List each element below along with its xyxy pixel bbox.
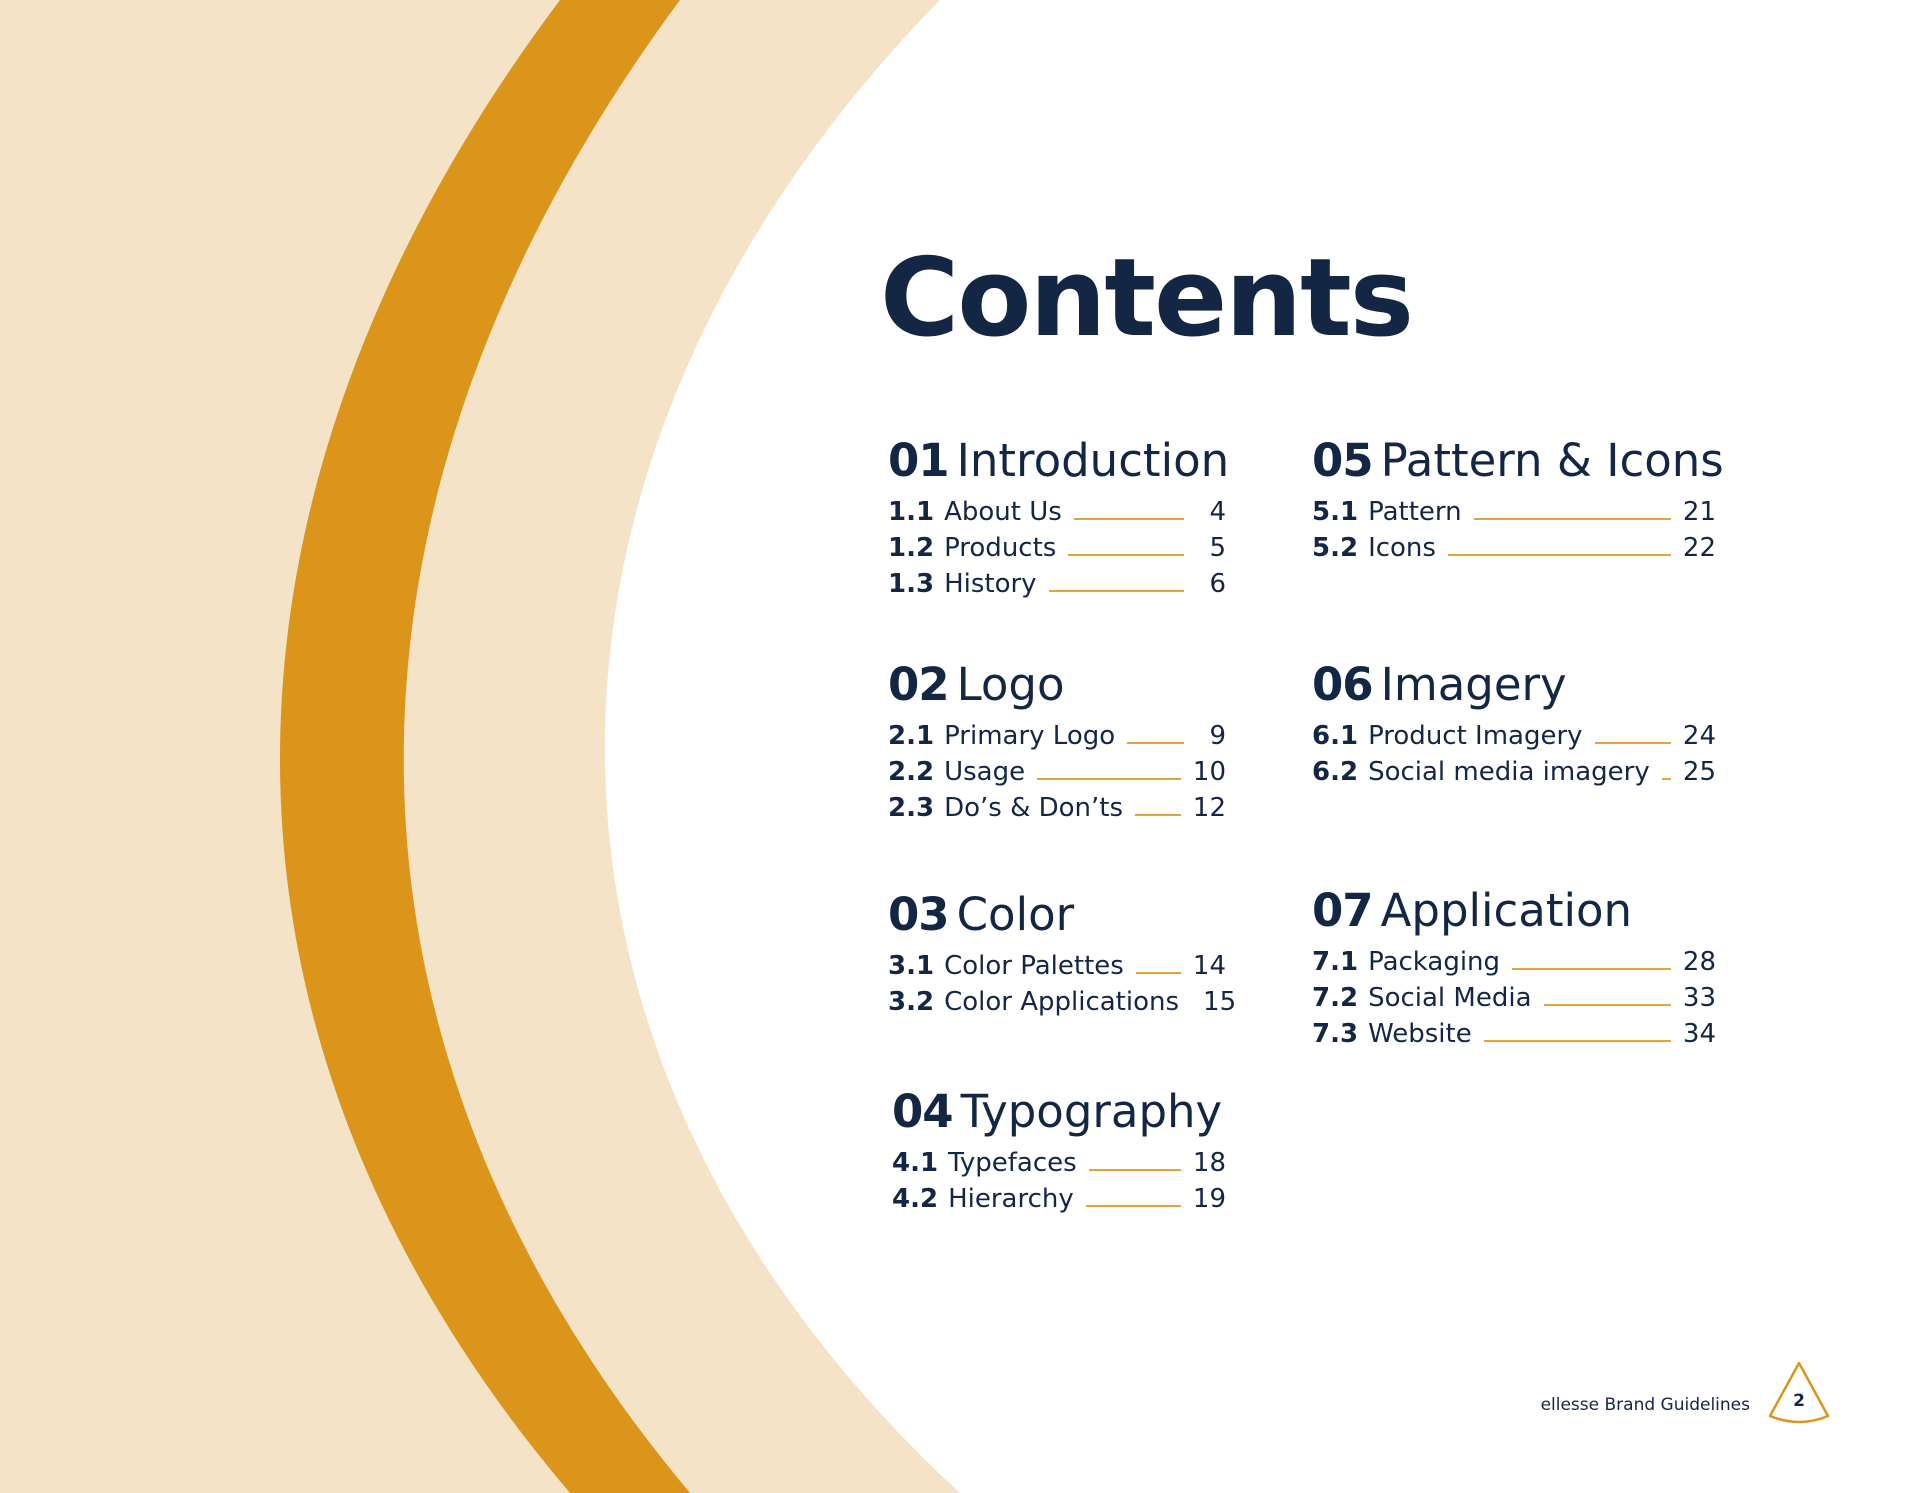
entry-label: Do’s & Don’ts xyxy=(944,793,1124,823)
entry-number: 4.2 xyxy=(892,1184,939,1214)
leader-line xyxy=(1037,778,1181,780)
entry-number: 2.3 xyxy=(888,793,935,823)
leader-line xyxy=(1086,1205,1181,1207)
entry-page: 6 xyxy=(1209,569,1226,599)
entry-page: 15 xyxy=(1203,987,1237,1017)
entry-page: 9 xyxy=(1209,721,1226,751)
entry-label: Social Media xyxy=(1368,983,1532,1013)
entry-page: 12 xyxy=(1192,793,1226,823)
entry-page: 33 xyxy=(1682,983,1716,1013)
entry-number: 5.2 xyxy=(1312,533,1359,563)
section-heading xyxy=(1312,884,1716,937)
section-heading xyxy=(888,888,1226,941)
entry-number: 3.2 xyxy=(888,987,935,1017)
section-heading xyxy=(892,1085,1226,1138)
entry-label: Color Applications xyxy=(944,987,1180,1017)
entry-page: 14 xyxy=(1192,951,1226,981)
leader-line xyxy=(1512,968,1671,970)
entry-number: 3.1 xyxy=(888,951,935,981)
entry-label: Hierarchy xyxy=(948,1184,1074,1214)
toc-section-color xyxy=(888,888,1237,1017)
toc-entry[interactable] xyxy=(888,563,1226,599)
entry-label: Color Palettes xyxy=(944,951,1124,981)
entry-label: History xyxy=(944,569,1037,599)
entry-page: 34 xyxy=(1682,1019,1716,1049)
section-number: 07 xyxy=(1312,884,1373,937)
section-number: 04 xyxy=(892,1085,953,1138)
toc-section-pattern-icons xyxy=(1312,434,1724,563)
entry-number: 6.1 xyxy=(1312,721,1359,751)
section-heading xyxy=(1312,658,1716,711)
section-title: Logo xyxy=(956,658,1065,711)
entry-page: 5 xyxy=(1209,533,1226,563)
toc-entry[interactable] xyxy=(888,751,1226,787)
entry-number: 1.1 xyxy=(888,497,935,527)
toc-section-introduction xyxy=(888,434,1230,599)
entry-label: Primary Logo xyxy=(944,721,1116,751)
leader-line xyxy=(1068,554,1184,556)
entry-number: 2.1 xyxy=(888,721,935,751)
entry-label: Typefaces xyxy=(948,1148,1077,1178)
entry-label: About Us xyxy=(944,497,1062,527)
entry-page: 24 xyxy=(1682,721,1716,751)
leader-line xyxy=(1595,742,1671,744)
entry-page: 18 xyxy=(1192,1148,1226,1178)
toc-entry[interactable] xyxy=(888,945,1226,981)
toc-entry[interactable] xyxy=(1312,491,1716,527)
toc-entry[interactable] xyxy=(1312,941,1716,977)
toc-entry[interactable] xyxy=(1312,751,1716,787)
section-number: 01 xyxy=(888,434,949,487)
toc-entry[interactable] xyxy=(1312,527,1716,563)
section-heading xyxy=(1312,434,1724,487)
toc-entry[interactable] xyxy=(892,1178,1226,1214)
entry-label: Usage xyxy=(944,757,1026,787)
entry-number: 7.2 xyxy=(1312,983,1359,1013)
leader-line xyxy=(1127,742,1184,744)
leader-line xyxy=(1448,554,1671,556)
entry-page: 4 xyxy=(1209,497,1226,527)
toc-entry[interactable] xyxy=(892,1142,1226,1178)
entry-label: Website xyxy=(1368,1019,1472,1049)
entry-page: 28 xyxy=(1682,947,1716,977)
toc-entry[interactable] xyxy=(888,981,1237,1017)
section-title: Application xyxy=(1380,884,1633,937)
footer-brand-text: ellesse Brand Guidelines xyxy=(1540,1395,1750,1415)
toc-entry[interactable] xyxy=(1312,715,1716,751)
entry-page: 10 xyxy=(1192,757,1226,787)
section-number: 02 xyxy=(888,658,949,711)
entry-page: 21 xyxy=(1682,497,1716,527)
section-number: 06 xyxy=(1312,658,1373,711)
section-title: Introduction xyxy=(956,434,1230,487)
toc-section-imagery xyxy=(1312,658,1716,787)
entry-label: Social media imagery xyxy=(1368,757,1650,787)
leader-line xyxy=(1136,972,1181,974)
entry-label: Pattern xyxy=(1368,497,1462,527)
entry-label: Products xyxy=(944,533,1057,563)
section-title: Imagery xyxy=(1380,658,1567,711)
leader-line xyxy=(1049,590,1184,592)
entry-number: 7.1 xyxy=(1312,947,1359,977)
toc-entry[interactable] xyxy=(1312,977,1716,1013)
entry-number: 6.2 xyxy=(1312,757,1359,787)
entry-number: 4.1 xyxy=(892,1148,939,1178)
toc-section-logo xyxy=(888,658,1226,823)
entry-number: 1.2 xyxy=(888,533,935,563)
toc-entry[interactable] xyxy=(888,527,1226,563)
leader-line xyxy=(1135,814,1181,816)
entry-number: 7.3 xyxy=(1312,1019,1359,1049)
entry-number: 2.2 xyxy=(888,757,935,787)
toc-section-typography xyxy=(892,1085,1226,1214)
leader-line xyxy=(1484,1040,1671,1042)
toc-entry[interactable] xyxy=(1312,1013,1716,1049)
page-title: Contents xyxy=(880,236,1413,361)
leader-line xyxy=(1074,518,1184,520)
entry-number: 1.3 xyxy=(888,569,935,599)
entry-label: Packaging xyxy=(1368,947,1501,977)
section-number: 05 xyxy=(1312,434,1373,487)
toc-entry[interactable] xyxy=(888,715,1226,751)
leader-line xyxy=(1544,1004,1671,1006)
section-title: Typography xyxy=(960,1085,1223,1138)
section-title: Color xyxy=(956,888,1075,941)
entry-page: 22 xyxy=(1682,533,1716,563)
section-title: Pattern & Icons xyxy=(1380,434,1724,487)
entry-label: Icons xyxy=(1368,533,1436,563)
entry-number: 5.1 xyxy=(1312,497,1359,527)
section-heading xyxy=(888,658,1226,711)
leader-line xyxy=(1089,1169,1181,1171)
entry-page: 19 xyxy=(1192,1184,1226,1214)
section-heading xyxy=(888,434,1230,487)
toc-section-application xyxy=(1312,884,1716,1049)
entry-label: Product Imagery xyxy=(1368,721,1583,751)
toc-entry[interactable] xyxy=(888,491,1226,527)
entry-page: 25 xyxy=(1682,757,1716,787)
section-number: 03 xyxy=(888,888,949,941)
page-number: 2 xyxy=(1793,1391,1805,1411)
toc-entry[interactable] xyxy=(888,787,1226,823)
leader-line xyxy=(1474,518,1671,520)
leader-line xyxy=(1662,778,1671,780)
